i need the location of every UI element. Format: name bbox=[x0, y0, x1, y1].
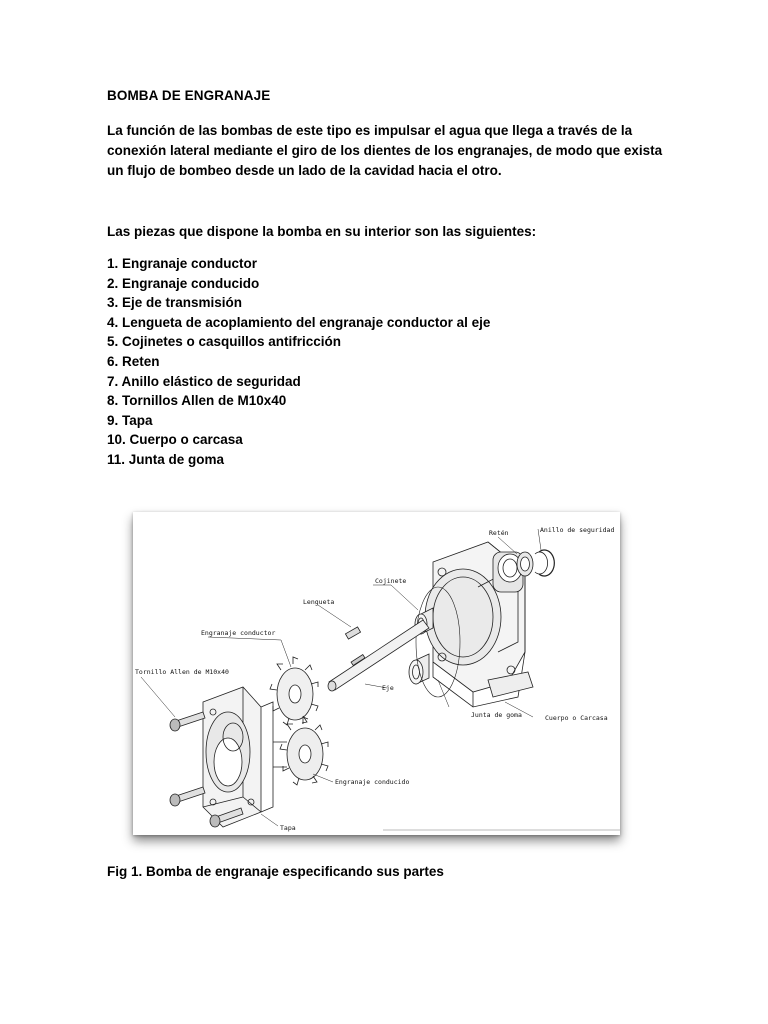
pump-exploded-diagram bbox=[133, 512, 620, 835]
figure-caption: Fig 1. Bomba de engranaje especificando sus partes bbox=[107, 864, 444, 879]
engranaje-conducido-drawing bbox=[273, 717, 328, 785]
cojinetes-drawing bbox=[409, 608, 433, 684]
list-item: 10. Cuerpo o carcasa bbox=[107, 432, 243, 448]
list-item: 8. Tornillos Allen de M10x40 bbox=[107, 393, 287, 409]
tapa-drawing bbox=[203, 687, 273, 827]
list-item: 6. Reten bbox=[107, 353, 160, 369]
parts-list bbox=[107, 254, 490, 470]
document-title: BOMBA DE ENGRANAJE bbox=[107, 88, 271, 103]
list-item: 9. Tapa bbox=[107, 412, 153, 428]
list-item: 3. Eje de transmisión bbox=[107, 295, 243, 311]
label-reten: Retén bbox=[489, 529, 509, 537]
label-engranaje-conducido: Engranaje conducido bbox=[335, 778, 410, 786]
list-item: 4. Lengueta de acoplamiento del engranaje conductor al eje bbox=[107, 314, 491, 330]
diagram-drawing bbox=[133, 512, 620, 835]
list-item: 11. Junta de goma bbox=[107, 451, 225, 467]
reten-drawing bbox=[517, 552, 533, 576]
list-item: 2. Engranaje conducido bbox=[107, 275, 260, 291]
label-eje: Eje bbox=[382, 684, 394, 692]
label-lengueta: Lengueta bbox=[303, 598, 335, 606]
parts-intro: Las piezas que dispone la bomba en su interior son las siguientes: bbox=[107, 224, 537, 239]
list-item: 1. Engranaje conductor bbox=[107, 256, 258, 271]
list-item: 7. Anillo elástico de seguridad bbox=[107, 373, 301, 389]
label-cuerpo: Cuerpo o Carcasa bbox=[545, 714, 608, 722]
label-engranaje-conductor: Engranaje conductor bbox=[201, 629, 276, 637]
label-anillo: Anillo de seguridad bbox=[540, 526, 615, 534]
anillo-drawing bbox=[535, 550, 554, 576]
list-item: 5. Cojinetes o casquillos antifricción bbox=[107, 334, 342, 350]
lengueta-drawing bbox=[345, 627, 360, 639]
label-junta: Junta de goma bbox=[471, 711, 522, 719]
engranaje-conductor-drawing bbox=[270, 657, 318, 725]
label-cojinete: Cojinete bbox=[375, 577, 407, 585]
label-tapa: Tapa bbox=[280, 824, 296, 832]
description-paragraph: La función de las bombas de este tipo es impulsar el agua que llega a través de la conexión lateral mediante el giro de los dientes de los engranajes, de modo que exista un flujo de bombeo desde un lado de la cavidad hacia el otro. bbox=[107, 123, 663, 178]
label-tornillo: Tornillo Allen de M10x40 bbox=[135, 668, 229, 676]
